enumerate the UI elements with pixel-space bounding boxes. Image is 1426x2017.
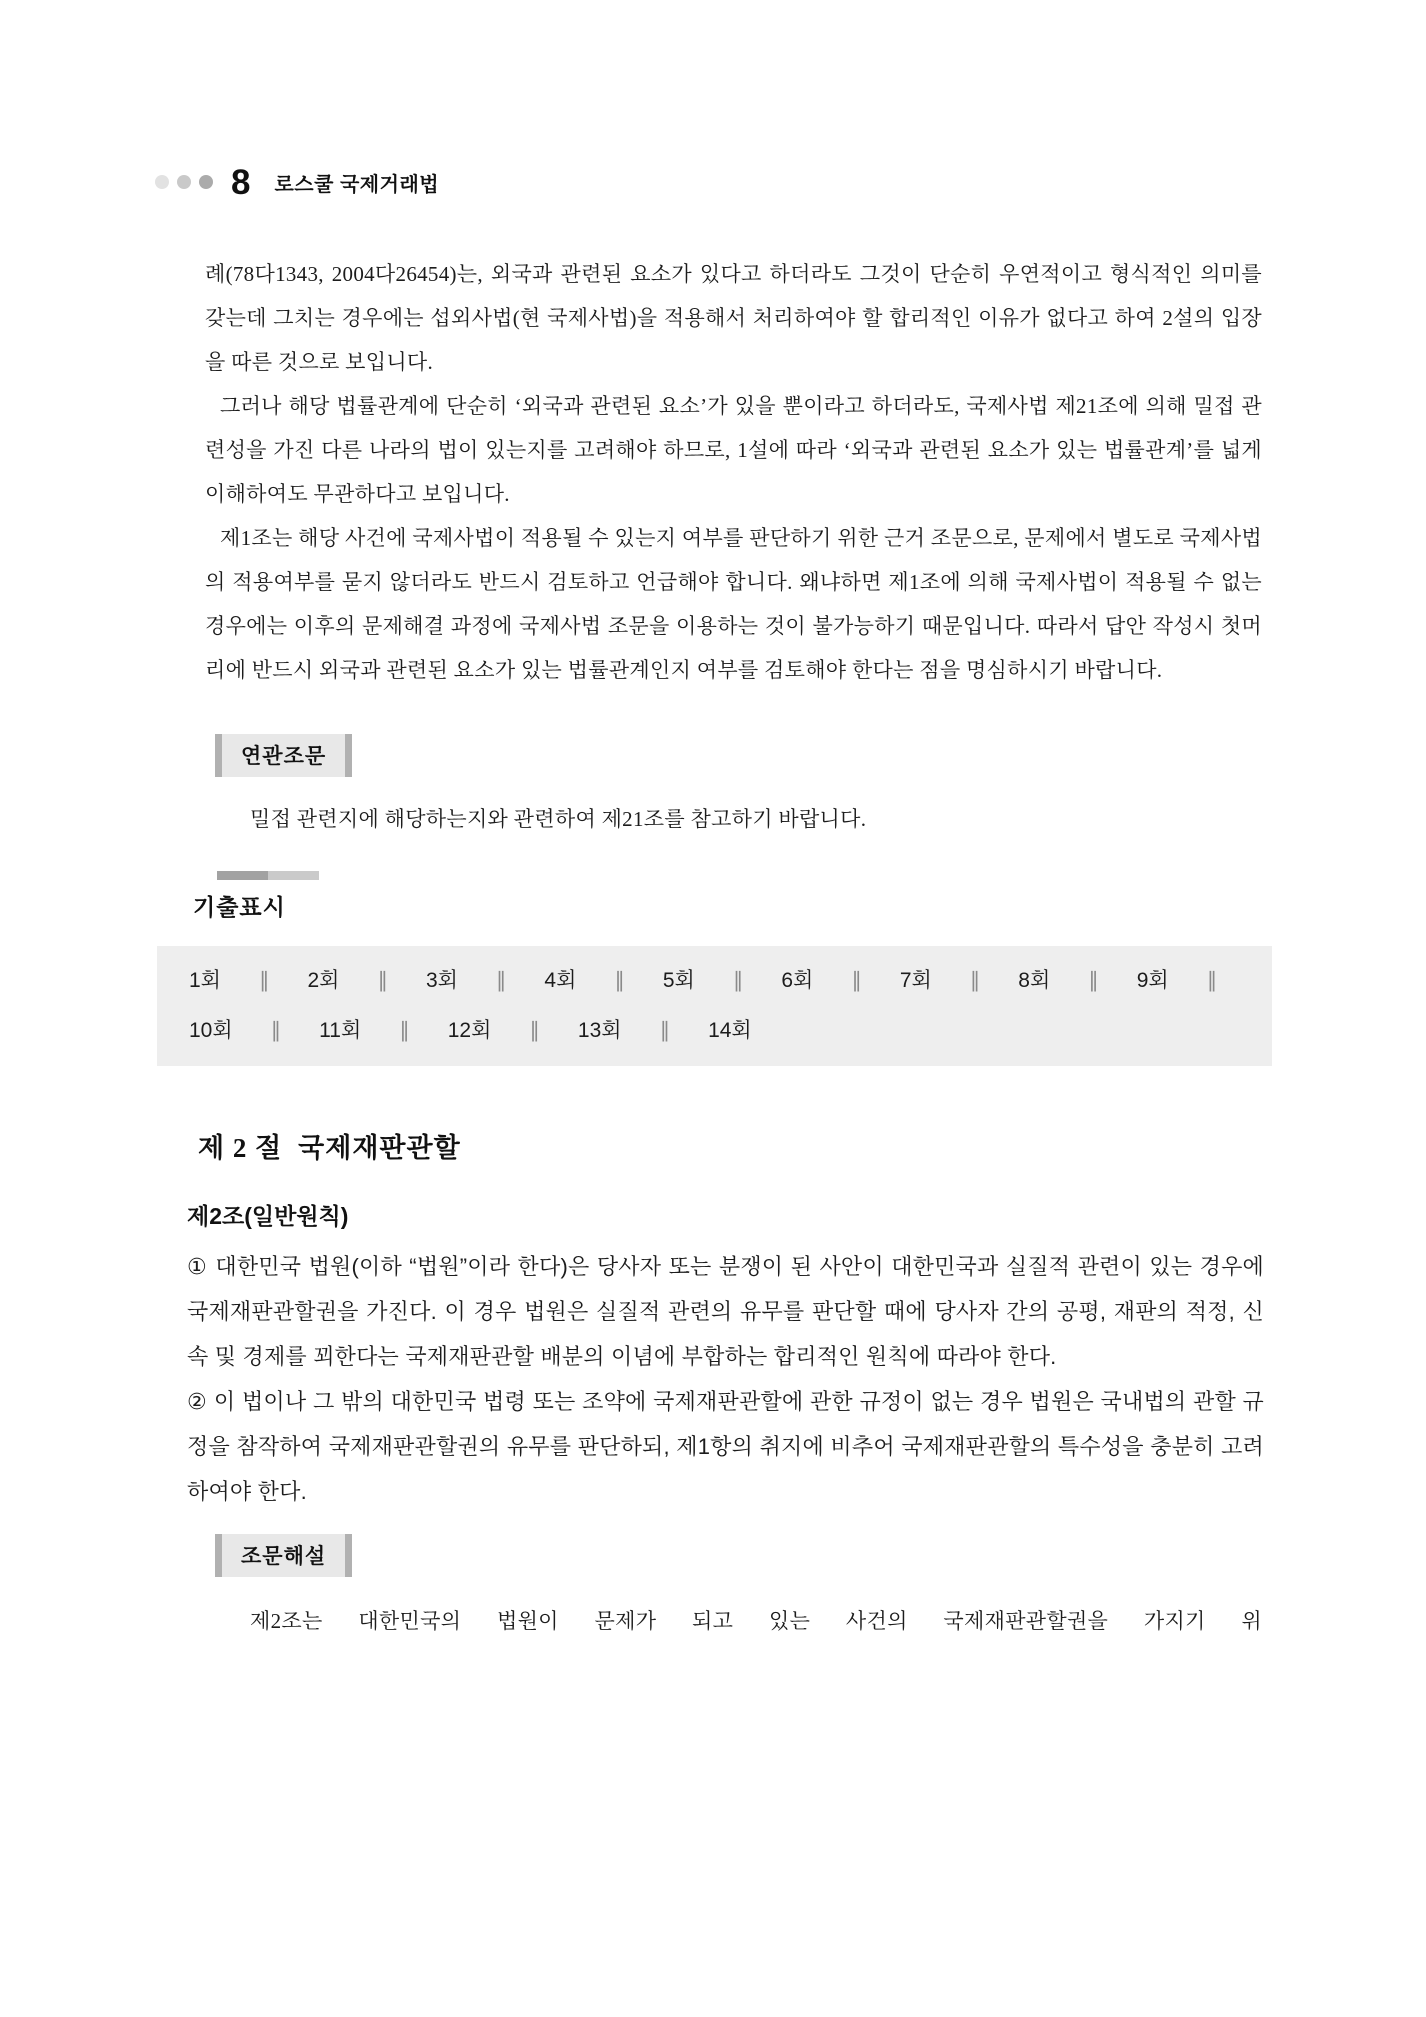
dot-icon xyxy=(177,175,191,189)
exam-round: 4회 xyxy=(544,969,577,992)
commentary-paragraph-3: 제1조는 해당 사건에 국제사법이 적용될 수 있는지 여부를 판단하기 위한 근거 조문으로, 문제에서 별도로 국제사법의 적용여부를 묻지 않더라도 반드시 검토하고 언급해야 합니다. 왜냐하면 제1조에 의해 국제사법이 적용될 수 없는 경우에는 이후의 문제해결 과정에 국제사법 조문을 이용하는 것이 불가능하기 때문입니다. 따라서 답안 작성시 첫머리에 반드시 외국과 관련된 요소가 있는 법률관계인지 여부를 검토해야 한다는 점을 명심하시기 바랍니다. xyxy=(205,526,1262,682)
round-separator: ∥ xyxy=(614,969,625,992)
round-separator: ∥ xyxy=(529,1019,540,1042)
commentary-section xyxy=(205,252,1262,692)
marker-bar-dark xyxy=(217,871,268,880)
exam-round: 6회 xyxy=(781,969,814,992)
section-label: 제 2 절 xyxy=(198,1133,283,1163)
related-articles-badge xyxy=(215,734,352,777)
past-exam-title: 기출표시 xyxy=(193,894,286,920)
article-commentary-text: 제2조는 대한민국의 법원이 문제가 되고 있는 사건의 국제재판관할권을 가지기 위 xyxy=(250,1609,1262,1633)
exam-round: 2회 xyxy=(307,969,340,992)
exam-round: 12회 xyxy=(447,1019,492,1042)
round-separator: ∥ xyxy=(495,969,507,992)
article-commentary-badge xyxy=(215,1534,352,1577)
round-separator: ∥ xyxy=(659,1019,671,1042)
section-title: 국제재판관할 xyxy=(298,1133,461,1163)
article-clause-1: ① 대한민국 법원(이하 “법원”이라 한다)은 당사자 또는 분쟁이 된 사안이 대한민국과 실질적 관련이 있는 경우에 국제재판관할권을 가진다. 이 경우 법원은 실질적 관련의 유무를 판단할 때에 당사자 간의 공평, 재판의 적정, 신속 및 경제를 꾀한다는 국제재판관할 배분의 이념에 부합하는 합리적인 원칙에 따라야 한다. xyxy=(187,1254,1264,1369)
round-separator: ∥ xyxy=(732,969,744,992)
exam-round: 9회 xyxy=(1136,969,1169,992)
book-title: 로스쿨 국제거래법 xyxy=(274,173,440,196)
exam-round: 5회 xyxy=(662,969,695,992)
exam-round: 7회 xyxy=(899,969,932,992)
page-content xyxy=(157,252,1262,1643)
related-articles-text: 밀접 관련지에 해당하는지와 관련하여 제21조를 참고하기 바랍니다. xyxy=(250,807,867,831)
page-number: 8 xyxy=(231,162,251,202)
article-commentary-badge-label: 조문해설 xyxy=(241,1545,327,1568)
page-header xyxy=(155,162,1262,202)
round-separator: ∥ xyxy=(1088,969,1099,992)
article-heading: 제2조(일반원칙) xyxy=(187,1203,349,1229)
exam-round: 10회 xyxy=(189,1019,233,1042)
commentary-paragraph-1: 례(78다1343, 2004다26454)는, 외국과 관련된 요소가 있다고 하더라도 그것이 단순히 우연적이고 형식적인 의미를 갖는데 그치는 경우에는 섭외사법(현 국제사법)을 적용해서 처리하여야 할 합리적인 이유가 없다고 하여 2설의 입장을 따른 것으로 보입니다. xyxy=(205,262,1262,374)
exam-round: 14회 xyxy=(708,1019,752,1042)
dot-icon xyxy=(155,175,169,189)
dot-icon xyxy=(199,175,213,189)
round-separator: ∥ xyxy=(258,969,270,992)
marker-bar-light xyxy=(268,871,319,880)
commentary-paragraph-2: 그러나 해당 법률관계에 단순히 ‘외국과 관련된 요소’가 있을 뿐이라고 하더라도, 국제사법 제21조에 의해 밀접 관련성을 가진 다른 나라의 법이 있는지를 고려해야 하므로, 1설에 따라 ‘외국과 관련된 요소가 있는 법률관계’를 넓게 이해하여도 무관하다고 보입니다. xyxy=(205,394,1262,506)
exam-round: 13회 xyxy=(577,1019,622,1042)
exam-round: 1회 xyxy=(189,969,221,992)
round-separator: ∥ xyxy=(851,969,862,992)
round-separator: ∥ xyxy=(969,969,981,992)
round-separator: ∥ xyxy=(377,969,388,992)
round-separator: ∥ xyxy=(270,1019,282,1042)
header-dots-icon xyxy=(155,175,213,189)
section-heading xyxy=(198,1126,1262,1165)
exam-round: 3회 xyxy=(425,969,458,992)
round-separator: ∥ xyxy=(1206,969,1218,992)
exam-round: 11회 xyxy=(319,1019,362,1042)
section-marker-bar xyxy=(217,871,319,880)
article-clause-2: ② 이 법이나 그 밖의 대한민국 법령 또는 조약에 국제재판관할에 관한 규정이 없는 경우 법원은 국내법의 관할 규정을 참작하여 국제재판관할권의 유무를 판단하되, 제1항의 취지에 비추어 국제재판관할의 특수성을 충분히 고려하여야 한다. xyxy=(187,1389,1264,1504)
round-separator: ∥ xyxy=(399,1019,410,1042)
related-articles-badge-label: 연관조문 xyxy=(241,745,327,768)
exam-round: 8회 xyxy=(1018,969,1051,992)
past-exam-rounds-box xyxy=(157,946,1272,1066)
